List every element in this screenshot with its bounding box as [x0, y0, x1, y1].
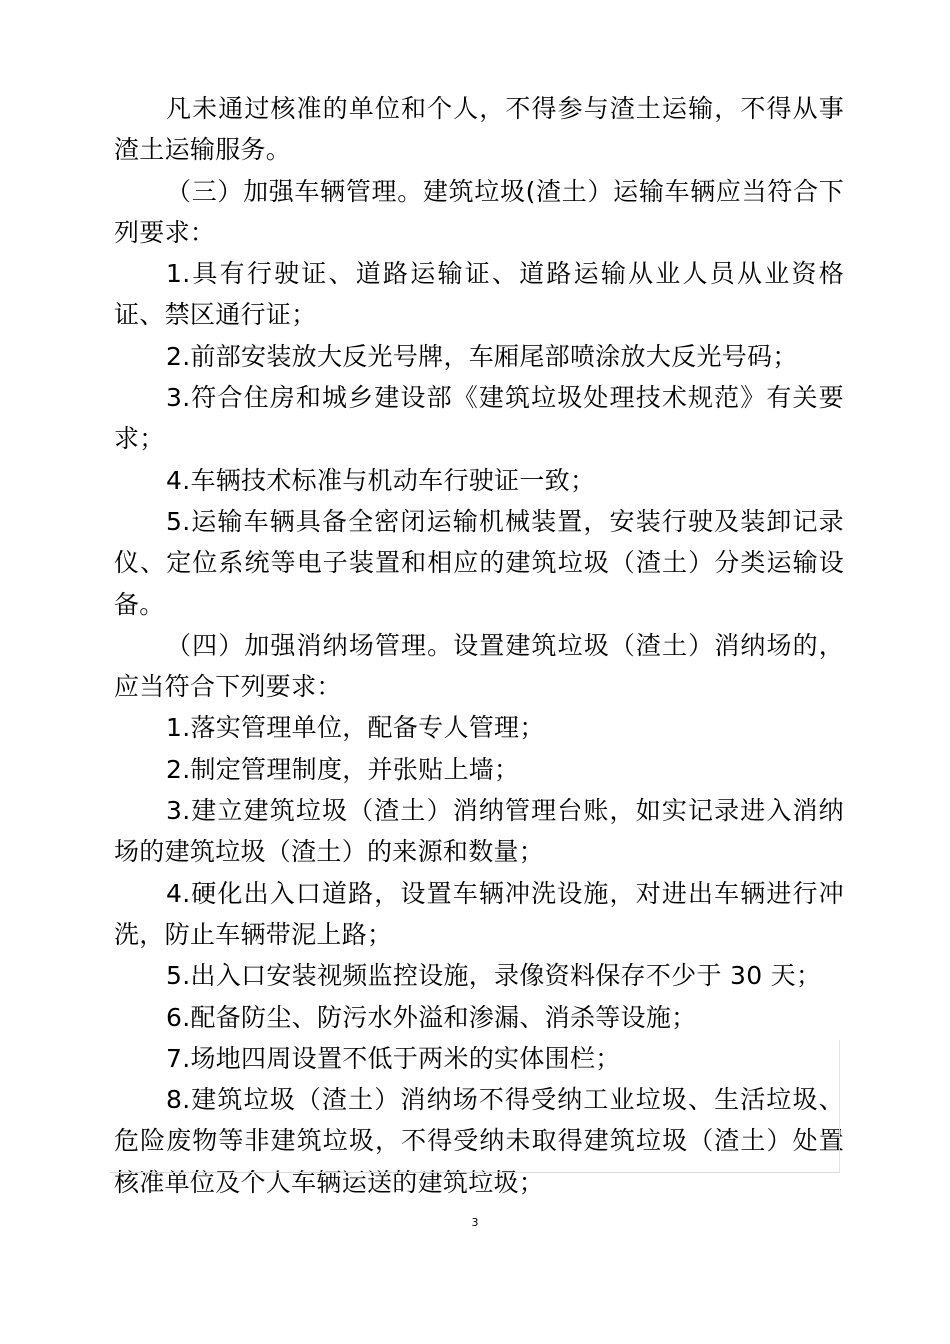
body-text	[114, 88, 844, 1203]
page-edge-line	[839, 1040, 840, 1173]
site-req-8: 8.建筑垃圾（渣土）消纳场不得受纳工业垃圾、生活垃圾、危险废物等非建筑垃圾，不得受纳未取得建筑垃圾（渣土）处置核准单位及个人车辆运送的建筑垃圾；	[114, 1085, 844, 1197]
site-req-3: 3.建立建筑垃圾（渣土）消纳管理台账，如实记录进入消纳场的建筑垃圾（渣土）的来源和数量；	[114, 796, 844, 867]
paragraph-unapproved-units: 凡未通过核准的单位和个人，不得参与渣土运输，不得从事渣土运输服务。	[114, 94, 844, 165]
site-req-7: 7.场地四周设置不低于两米的实体围栏；	[166, 1043, 621, 1073]
vehicle-req-3: 3.符合住房和城乡建设部《建筑垃圾处理技术规范》有关要求；	[114, 383, 844, 454]
page-number: 3	[471, 1216, 479, 1229]
site-req-2: 2.制定管理制度，并张贴上墙；	[166, 754, 520, 784]
heading-disposal-site-management: （四）加强消纳场管理。设置建筑垃圾（渣土）消纳场的，应当符合下列要求：	[114, 630, 844, 702]
heading-vehicle-management: （三）加强车辆管理。建筑垃圾(渣土）运输车辆应当符合下列要求：	[114, 176, 844, 247]
site-req-6: 6.配备防尘、防污水外溢和渗漏、消杀等设施；	[166, 1002, 697, 1032]
site-req-5: 5.出入口安装视频监控设施，录像资料保存不少于 30 天；	[166, 961, 822, 991]
vehicle-req-1: 1.具有行驶证、道路运输证、道路运输从业人员从业资格证、禁区通行证；	[114, 259, 844, 330]
site-req-1: 1.落实管理单位，配备专人管理；	[166, 713, 545, 743]
site-req-4: 4.硬化出入口道路，设置车辆冲洗设施，对进出车辆进行冲洗，防止车辆带泥上路；	[114, 878, 844, 949]
page-bottom-border	[110, 1172, 840, 1173]
vehicle-req-4: 4.车辆技术标准与机动车行驶证一致；	[166, 465, 596, 495]
vehicle-req-2: 2.前部安装放大反光号牌，车厢尾部喷涂放大反光号码；	[166, 341, 798, 371]
vehicle-req-5: 5.运输车辆具备全密闭运输机械装置，安装行驶及装卸记录仪、定位系统等电子装置和相应的建筑垃圾（渣土）分类运输设备。	[114, 506, 844, 619]
